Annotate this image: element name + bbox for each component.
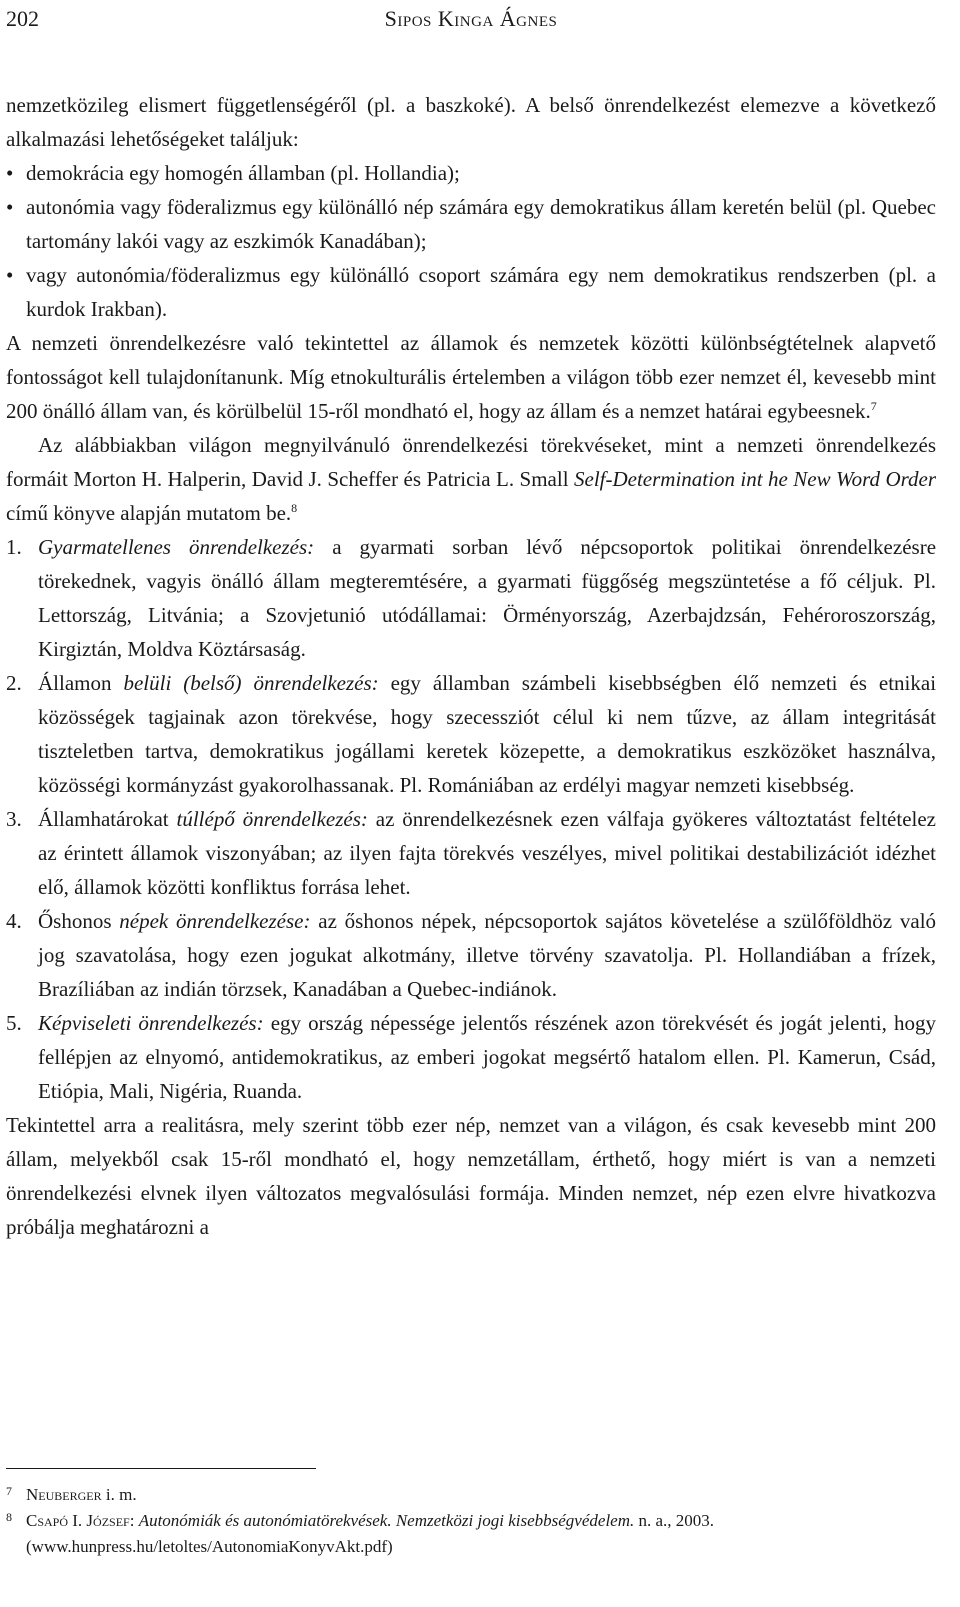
closing-paragraph: Tekintettel arra a realitásra, mely szerint több ezer nép, nemzet van a világon, és csak kevesebb mint 200 állam, melyekből csak 15-ről mondható el, hogy nemzetállam, érthető, hogy miért is van a nemzeti önrendelkezési elvnek ilyen változatos megvalósulási formája. Minden nemzet, nép ezen elvre hivatkozva próbálja meghatározni a — [6, 1113, 936, 1239]
list-pre: Államhatárokat — [38, 807, 169, 831]
bullet-item: • vagy autonómia/föderalizmus egy különálló csoport számára egy nem demokratikus rendszerben (pl. a kurdok Irakban). — [6, 258, 936, 326]
footnote-rule — [6, 1468, 316, 1469]
footnote-7 — [6, 1482, 936, 1508]
paragraph-forms-intro — [6, 428, 936, 530]
footnote-url: (www.hunpress.hu/letoltes/AutonomiaKonyvAkt.pdf) — [26, 1537, 393, 1556]
footnote-author: Neuberger — [26, 1485, 102, 1504]
list-item — [6, 802, 936, 904]
footnotes — [6, 1482, 936, 1560]
list-text: a gyarmati sorban lévő népcsoportok politikai önrendelkezésre törekednek, vagyis önálló állam megteremtésére, a gyarmati függőség megszüntetése a fő céljuk. Pl. Lettország, Litvánia; a Szovjetunió utódállamai: Örményország, Azerbajdzsán, Fehéroroszország, Kirgiztán, Moldva Köztársaság. — [38, 535, 937, 661]
paragraph-text: A nemzeti önrendelkezésre való tekintettel az államok és nemzetek közötti különbségtételnek alapvető fontosságot kell tulajdonítanunk. Míg etnokulturális értelemben a világon több ezer nemzet él, kevesebb mint 200 önálló állam van, és körülbelül 15-ről mondható el, hogy az állam és a nemzet határai egybeesnek. — [6, 331, 936, 423]
list-item — [6, 1006, 936, 1108]
book-title: Self-Determination int he New Word Order — [574, 467, 936, 491]
paragraph-tail: című könyve alapján mutatom be. — [6, 501, 292, 525]
body-text — [6, 88, 936, 1244]
running-head: Sipos Kinga Ágnes — [384, 6, 558, 31]
bullet-item: • autonómia vagy föderalizmus egy különálló nép számára egy demokratikus állam keretén belül (pl. Quebec tartomány lakói vagy az eszkimók Kanadában); — [6, 190, 936, 258]
list-item — [6, 666, 936, 802]
footnote-ref-7: 7 — [870, 399, 877, 413]
footnote-ref-8: 8 — [291, 501, 298, 515]
list-term: Képviseleti önrendelkezés: — [38, 1011, 264, 1035]
numbered-list — [6, 530, 936, 1108]
bullet-item: • demokrácia egy homogén államban (pl. Hollandia); — [6, 156, 936, 190]
list-item — [6, 530, 936, 666]
list-number: 1. — [6, 535, 22, 559]
footnote-number: 8 — [6, 1510, 12, 1524]
list-item — [6, 904, 936, 1006]
footnote-text: i. m. — [105, 1485, 137, 1504]
page-number: 202 — [6, 6, 39, 31]
list-number: 3. — [6, 807, 22, 831]
list-text: az őshonos népek, népcsoportok sajátos követelése a szülőföldhöz való jog szavatolása, hogy ezen jogukat alkotmány, illetve törvény szavatolja. Pl. Hollandiában a frízek, Brazíliában az indián törzsek, Kanadában a Quebec-indiánok. — [38, 909, 937, 1001]
bullet-list — [6, 156, 936, 326]
list-text: egy államban számbeli kisebbségben élő nemzeti és etnikai közösségek tagjainak azon törekvése, hogy szecessziót célul ki nem tűzve, az állam integritását tiszteletben tartva, demokratikus jogállami keretek közepette, a demokratikus eszközöket használva, közösségi kormányzást gyakorolhassanak. Pl. Romániában az erdélyi magyar nemzeti kisebbség. — [38, 671, 937, 797]
paragraph-text: Az alábbiakban világon megnyilvánuló önrendelkezési törekvéseket, mint a nemzeti önrendelkezés formáit Morton H. Halperin, David J. Scheffer és Patricia L. Small — [6, 433, 936, 491]
list-text: az önrendelkezésnek ezen válfaja gyökeres változtatást feltételez az érintett államok viszonyában; az ilyen fajta törekvés veszélyes, mivel politikai destabilizációt idézhet elő, államok közötti konfliktus forrása lehet. — [38, 807, 937, 899]
footnote-text: n. a., 2003. — [638, 1511, 715, 1530]
list-term: népek önrendelkezése: — [119, 909, 311, 933]
list-term: túllépő önrendelkezés: — [176, 807, 368, 831]
footnote-8 — [6, 1508, 936, 1560]
list-pre: Őshonos — [38, 909, 112, 933]
list-number: 5. — [6, 1011, 22, 1035]
footnote-author: Csapó I. József: — [26, 1511, 135, 1530]
footnote-number: 7 — [6, 1484, 12, 1498]
list-term: belüli (belső) önrendelkezés: — [123, 671, 379, 695]
list-number: 4. — [6, 909, 22, 933]
list-pre: Államon — [38, 671, 112, 695]
list-text: egy ország népessége jelentős részének azon törekvését és jogát jelenti, hogy fellépjen az elnyomó, antidemokratikus, az emberi jogokat megsértő hatalom ellen. Pl. Kamerun, Csád, Etiópia, Mali, Nigéria, Ruanda. — [38, 1011, 936, 1103]
paragraph-states-nations — [6, 326, 936, 428]
footnote-title: Autonómiák és autonómiatörekvések. Nemzetközi jogi kisebbségvédelem. — [138, 1511, 635, 1530]
list-number: 2. — [6, 671, 22, 695]
list-term: Gyarmatellenes önrendelkezés: — [38, 535, 315, 559]
page-header — [6, 6, 936, 36]
intro-paragraph: nemzetközileg elismert függetlenségéről (pl. a baszkoké). A belső önrendelkezést elemezve a következő alkalmazási lehetőségeket találjuk: — [6, 93, 936, 151]
